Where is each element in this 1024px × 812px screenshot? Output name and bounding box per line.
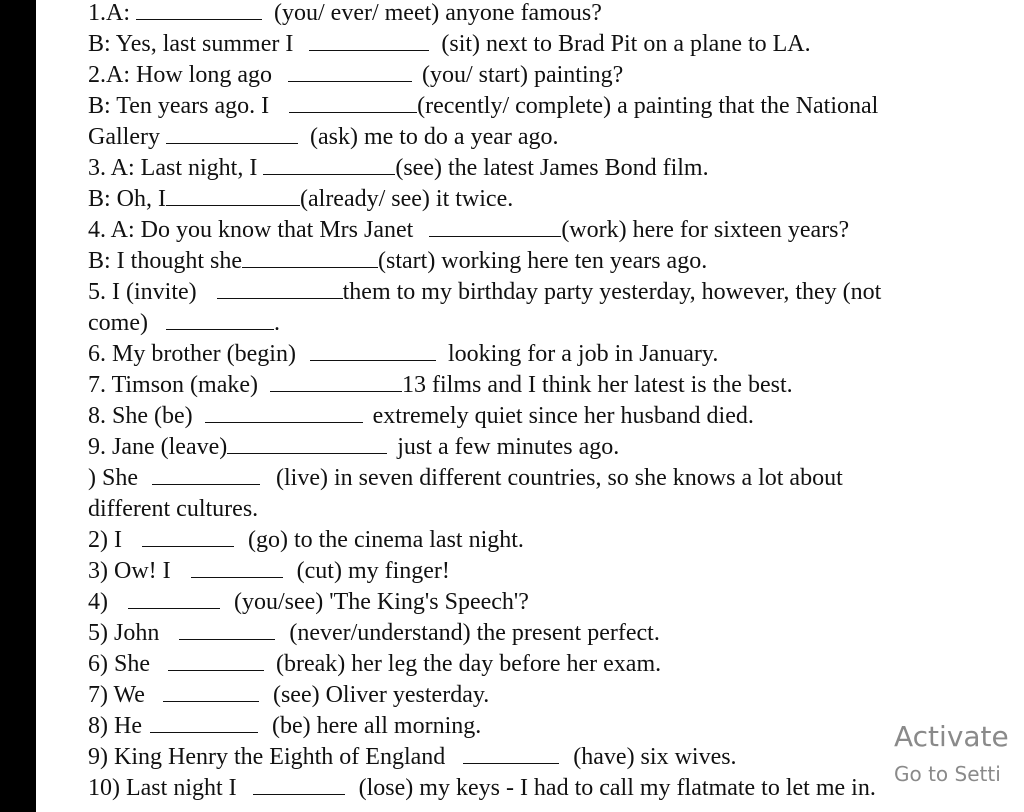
- exercise-line-22: [88, 649, 661, 679]
- answer-blank[interactable]: [227, 435, 387, 454]
- settings-watermark[interactable]: [894, 762, 1001, 786]
- answer-blank[interactable]: [242, 249, 378, 268]
- exercise-line-17: [88, 494, 258, 524]
- line-text: (see) the latest James Bond film.: [395, 155, 709, 181]
- exercise-line-3: [88, 60, 623, 90]
- line-text: (never/understand) the present perfect.: [289, 620, 660, 646]
- line-text: looking for a job in January.: [447, 341, 719, 367]
- answer-blank[interactable]: [270, 373, 402, 392]
- line-text: 10) Last night I: [88, 775, 243, 801]
- exercise-line-6: [88, 153, 709, 183]
- line-text: (work) here for sixteen years?: [561, 217, 850, 243]
- answer-blank[interactable]: [128, 590, 220, 609]
- answer-blank[interactable]: [263, 156, 395, 175]
- line-text: .: [273, 310, 280, 336]
- line-text: 1.A:: [88, 0, 136, 26]
- line-text: (lose) my keys - I had to call my flatmate to let me in.: [358, 775, 876, 801]
- line-text: 6. My brother (begin): [88, 341, 302, 367]
- exercise-line-11: [88, 308, 280, 338]
- line-text: different cultures.: [88, 496, 259, 522]
- exercise-line-2: [88, 29, 811, 59]
- line-text: just a few minutes ago.: [397, 434, 620, 460]
- line-text: (be) here all morning.: [271, 713, 482, 739]
- exercise-line-16: [88, 463, 843, 493]
- line-text: (you/ start) painting?: [421, 62, 624, 88]
- exercise-line-24: [88, 711, 481, 741]
- line-text: 2.A: How long ago: [88, 62, 278, 88]
- answer-blank[interactable]: [310, 342, 436, 361]
- line-text: (live) in seven different countries, so she knows a lot about: [276, 465, 843, 491]
- answer-blank[interactable]: [205, 404, 363, 423]
- line-text: 7) We: [88, 682, 151, 708]
- answer-blank[interactable]: [166, 125, 298, 144]
- line-text: them to my birthday party yesterday, however, they (not: [342, 279, 882, 305]
- exercise-line-19: [88, 556, 450, 586]
- line-text: 8. She (be): [88, 403, 199, 429]
- line-text: (you/ ever/ meet) anyone famous?: [274, 0, 602, 26]
- line-text: (cut) my finger!: [296, 558, 450, 584]
- line-text: Gallery: [88, 124, 166, 150]
- answer-blank[interactable]: [163, 683, 259, 702]
- line-text: 9) King Henry the Eighth of England: [88, 744, 452, 770]
- line-text: (you/see) 'The King's Speech'?: [234, 589, 529, 615]
- exercise-line-8: [88, 215, 849, 245]
- answer-blank[interactable]: [166, 187, 300, 206]
- line-text: 8) He: [88, 713, 148, 739]
- answer-blank[interactable]: [289, 94, 417, 113]
- worksheet-page: [36, 0, 1024, 812]
- line-text: (go) to the cinema last night.: [247, 527, 524, 553]
- activate-text: Activate: [894, 720, 1009, 753]
- answer-blank[interactable]: [136, 1, 262, 20]
- line-text: 9. Jane (leave): [88, 434, 228, 460]
- line-text: (start) working here ten years ago.: [378, 248, 708, 274]
- line-text: 2) I: [88, 527, 128, 553]
- exercise-line-9: [88, 246, 707, 276]
- line-text: 4. A: Do you know that Mrs Janet: [88, 217, 420, 243]
- exercise-line-20: [88, 587, 529, 617]
- line-text: B: Yes, last summer I: [88, 31, 300, 57]
- answer-blank[interactable]: [152, 466, 260, 485]
- line-text: 3. A: Last night, I: [88, 155, 264, 181]
- line-text: (sit) next to Brad Pit on a plane to LA.: [441, 31, 811, 57]
- line-text: come): [88, 310, 154, 336]
- line-text: B: Ten years ago. I: [88, 93, 276, 119]
- answer-blank[interactable]: [288, 63, 412, 82]
- exercise-line-7: [88, 184, 513, 214]
- exercise-line-4: [88, 91, 878, 121]
- go-to-settings-text: Go to Setti: [894, 762, 1001, 786]
- exercise-line-23: [88, 680, 489, 710]
- line-text: 6) She: [88, 651, 156, 677]
- line-text: (recently/ complete) a painting that the National: [417, 93, 879, 119]
- line-text: (ask) me to do a year ago.: [309, 124, 559, 150]
- exercise-line-10: [88, 277, 881, 307]
- exercise-line-26: [88, 773, 876, 803]
- answer-blank[interactable]: [150, 714, 258, 733]
- line-text: B: I thought she: [88, 248, 242, 274]
- answer-blank[interactable]: [253, 776, 345, 795]
- line-text: (already/ see) it twice.: [300, 186, 514, 212]
- answer-blank[interactable]: [179, 621, 275, 640]
- answer-blank[interactable]: [217, 280, 343, 299]
- answer-blank[interactable]: [142, 528, 234, 547]
- exercise-line-25: [88, 742, 737, 772]
- line-text: 7. Timson (make): [88, 372, 265, 398]
- exercise-line-15: [88, 432, 619, 462]
- answer-blank[interactable]: [191, 559, 283, 578]
- line-text: 4): [88, 589, 114, 615]
- exercise-line-1: [88, 0, 602, 28]
- exercise-line-5: [88, 122, 559, 152]
- line-text: 5. I (invite): [88, 279, 203, 305]
- line-text: 3) Ow! I: [88, 558, 177, 584]
- exercise-line-18: [88, 525, 524, 555]
- line-text: ) She: [88, 465, 144, 491]
- line-text: (have) six wives.: [573, 744, 737, 770]
- answer-blank[interactable]: [463, 745, 559, 764]
- line-text: (break) her leg the day before her exam.: [276, 651, 662, 677]
- answer-blank[interactable]: [166, 311, 274, 330]
- activate-watermark: [894, 720, 1009, 753]
- exercise-line-14: [88, 401, 754, 431]
- answer-blank[interactable]: [309, 32, 429, 51]
- answer-blank[interactable]: [429, 218, 561, 237]
- line-text: (see) Oliver yesterday.: [272, 682, 490, 708]
- exercise-line-13: [88, 370, 793, 400]
- line-text: extremely quiet since her husband died.: [372, 403, 754, 429]
- exercise-line-12: [88, 339, 718, 369]
- line-text: 5) John: [88, 620, 166, 646]
- answer-blank[interactable]: [168, 652, 264, 671]
- exercise-line-21: [88, 618, 660, 648]
- line-text: 13 films and I think her latest is the best.: [402, 372, 793, 398]
- line-text: B: Oh, I: [88, 186, 166, 212]
